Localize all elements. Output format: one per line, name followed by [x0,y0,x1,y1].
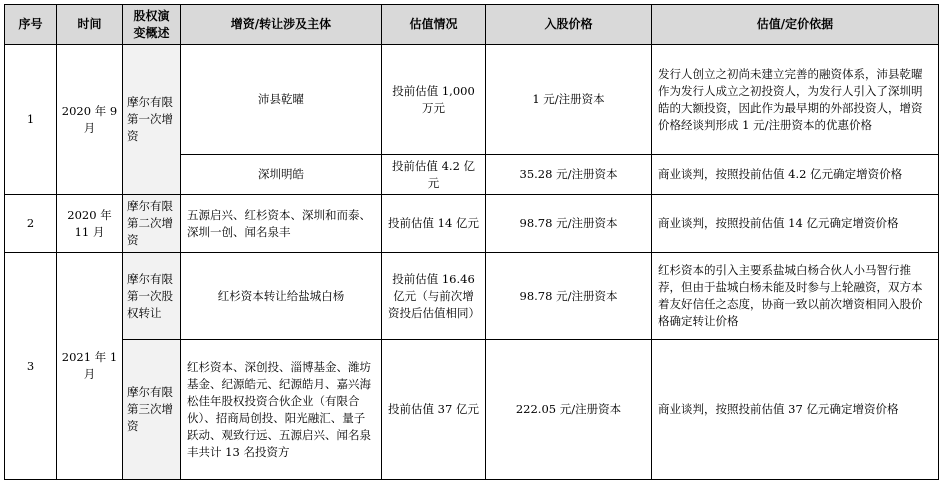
cell-price: 98.78 元/注册资本 [486,195,652,253]
equity-history-table [4,4,939,480]
table-row [5,340,939,480]
table-row [5,195,939,253]
cell-no: 2 [5,195,57,253]
cell-time: 2021 年 1 月 [57,253,123,480]
header-price: 入股价格 [486,5,652,45]
cell-valuation: 投前估值 14 亿元 [382,195,486,253]
cell-valuation: 投前估值 4.2 亿元 [382,155,486,195]
cell-price: 35.28 元/注册资本 [486,155,652,195]
cell-parties: 红杉资本转让给盐城白杨 [181,253,382,340]
cell-no: 3 [5,253,57,480]
cell-change: 摩尔有限第三次增资 [123,340,181,480]
cell-basis: 发行人创立之初尚未建立完善的融资体系，沛县乾曜作为发行人成立之初投资人，为发行人引入了深圳明皓的大额投资，因此作为最早期的外部投资人，增资价格经谈判形成 1 元/注册资本的优惠价格 [652,45,939,155]
cell-valuation: 投前估值 1,000 万元 [382,45,486,155]
cell-parties: 深圳明皓 [181,155,382,195]
header-row [5,5,939,45]
cell-basis: 红杉资本的引入主要系盐城白杨合伙人小马智行推荐，但由于盐城白杨未能及时参与上轮融资，双方本着友好信任之态度，协商一致以前次增资相同入股价格确定转让价格 [652,253,939,340]
header-parties: 增资/转让涉及主体 [181,5,382,45]
cell-change: 摩尔有限第二次增资 [123,195,181,253]
header-time: 时间 [57,5,123,45]
cell-change: 摩尔有限第一次股权转让 [123,253,181,340]
cell-valuation: 投前估值 37 亿元 [382,340,486,480]
cell-price: 98.78 元/注册资本 [486,253,652,340]
cell-basis: 商业谈判，按照投前估值 4.2 亿元确定增资价格 [652,155,939,195]
cell-parties: 红杉资本、深创投、淄博基金、潍坊基金、纪源皓元、纪源皓月、嘉兴海松佳年股权投资合伙企业（有限合伙）、招商局创投、阳光融汇、量子跃动、观致行远、五源启兴、闻名泉丰共计 13 名投资方 [181,340,382,480]
cell-time: 2020 年 11 月 [57,195,123,253]
cell-valuation: 投前估值 16.46 亿元（与前次增资投后估值相同） [382,253,486,340]
header-no: 序号 [5,5,57,45]
header-valuation: 估值情况 [382,5,486,45]
cell-basis: 商业谈判，按照投前估值 37 亿元确定增资价格 [652,340,939,480]
cell-price: 1 元/注册资本 [486,45,652,155]
header-basis: 估值/定价依据 [652,5,939,45]
header-change: 股权演变概述 [123,5,181,45]
cell-parties: 沛县乾曜 [181,45,382,155]
cell-no: 1 [5,45,57,195]
table-row [5,45,939,155]
table-row [5,253,939,340]
cell-price: 222.05 元/注册资本 [486,340,652,480]
cell-parties: 五源启兴、红杉资本、深圳和而泰、深圳一创、闻名泉丰 [181,195,382,253]
cell-change: 摩尔有限第一次增资 [123,45,181,195]
cell-time: 2020 年 9 月 [57,45,123,195]
cell-basis: 商业谈判，按照投前估值 14 亿元确定增资价格 [652,195,939,253]
